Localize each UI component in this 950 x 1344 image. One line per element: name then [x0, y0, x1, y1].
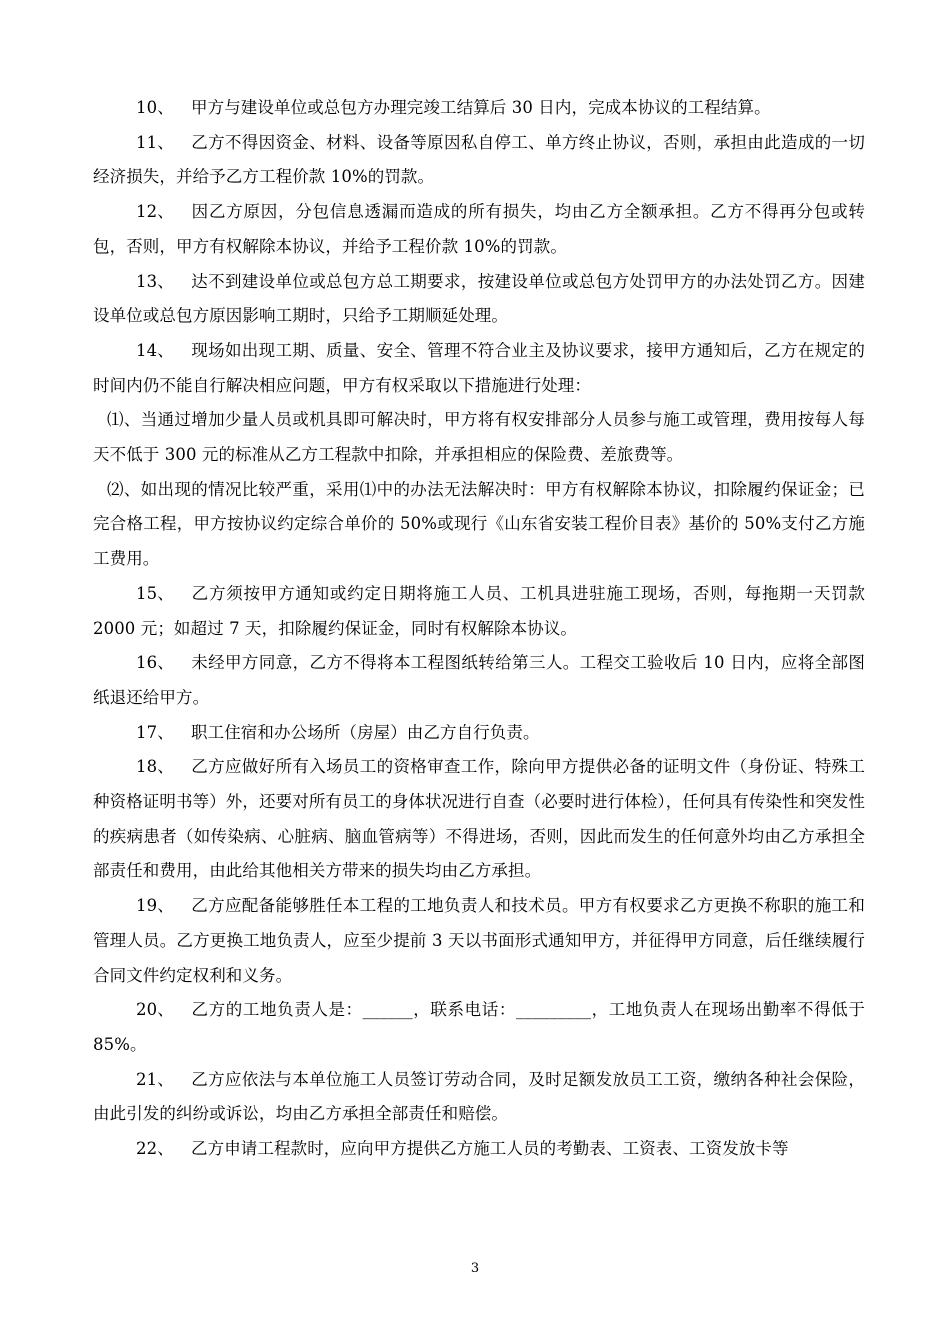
clause-number: 22、 — [136, 1139, 174, 1159]
clause-number: 16、 — [136, 653, 174, 673]
clause-20 — [93, 993, 865, 1062]
clause-11 — [93, 126, 865, 195]
sub-clause-number: ⑵、 — [107, 479, 141, 499]
clause-21 — [93, 1063, 865, 1132]
clause-number: 11、 — [136, 132, 174, 152]
clause-text: 乙方应配备能够胜任本工程的工地负责人和技术员。甲方有权要求乙方更换不称职的施工和管理人员。乙方更换工地负责人，应至少提前 3 天以书面形式通知甲方，并征得甲方同意，后任继续履行合同文件约定权利和义务。 — [93, 896, 865, 985]
clause-number: 15、 — [136, 583, 174, 603]
clause-19 — [93, 889, 865, 993]
sub-clause-text: 如出现的情况比较严重，采用⑴中的办法无法解决时：甲方有权解除本协议，扣除履约保证金；已完合格工程，甲方按协议约定综合单价的 50%或现行《山东省安装工程价目表》基价的 50%支付乙方施工费用。 — [93, 479, 865, 569]
clause-text: 因乙方原因，分包信息透漏而造成的所有损失，均由乙方全额承担。乙方不得再分包或转包，否则，甲方有权解除本协议，并给予工程价款 10%的罚款。 — [93, 202, 865, 256]
clause-22 — [93, 1132, 865, 1167]
clause-number: 13、 — [136, 271, 174, 291]
clause-17 — [93, 716, 865, 751]
clause-number: 19、 — [136, 896, 174, 916]
clause-text: 甲方与建设单位或总包方办理完竣工结算后 30 日内，完成本协议的工程结算。 — [191, 98, 771, 117]
clause-text: 未经甲方同意，乙方不得将本工程图纸转给第三人。工程交工验收后 10 日内，应将全部图纸退还给甲方。 — [93, 653, 865, 707]
clause-text: 乙方申请工程款时，应向甲方提供乙方施工人员的考勤表、工资表、工资发放卡等 — [191, 1139, 789, 1159]
clause-16 — [93, 646, 865, 715]
clause-text: 乙方应做好所有入场员工的资格审查工作，除向甲方提供必备的证明文件（身份证、特殊工种资格证明书等）外，还要对所有员工的身体状况进行自查（必要时进行体检），任何具有传染性和突发性的疾病患者（如传染病、心脏病、脑血管病等）不得进场，否则，因此而发生的任何意外均由乙方承担全部责任和费用，由此给其他相关方带来的损失均由乙方承担。 — [93, 757, 865, 881]
sub-clause-number: ⑴、 — [107, 410, 141, 430]
clause-text: 乙方不得因资金、材料、设备等原因私自停工、单方终止协议，否则，承担由此造成的一切经济损失，并给予乙方工程价款 10%的罚款。 — [93, 132, 865, 187]
clause-14-sub-1 — [93, 403, 865, 472]
clause-text: 乙方须按甲方通知或约定日期将施工人员、工机具进驻施工现场，否则，每拖期一天罚款 2000 元；如超过 7 天，扣除履约保证金，同时有权解除本协议。 — [93, 583, 865, 638]
clause-number: 12、 — [136, 202, 174, 222]
clause-13 — [93, 265, 865, 334]
clause-15 — [93, 577, 865, 646]
clause-number: 10、 — [136, 98, 174, 117]
clause-text: 现场如出现工期、质量、安全、管理不符合业主及协议要求，接甲方通知后，乙方在规定的时间内仍不能自行解决相应问题，甲方有权采取以下措施进行处理： — [93, 340, 865, 395]
clause-number: 21、 — [136, 1069, 174, 1089]
contract-body — [93, 91, 865, 1167]
clause-number: 14、 — [136, 340, 174, 360]
clause-18 — [93, 750, 865, 889]
clause-text: 达不到建设单位或总包方总工期要求，按建设单位或总包方处罚甲方的办法处罚乙方。因建设单位或总包方原因影响工期时，只给予工期顺延处理。 — [93, 271, 865, 326]
page-number: 3 — [470, 1261, 480, 1276]
clause-12 — [93, 195, 865, 264]
clause-text: 职工住宿和办公场所（房屋）由乙方自行负责。 — [191, 722, 540, 742]
clause-10 — [93, 91, 865, 126]
clause-number: 20、 — [136, 1000, 174, 1020]
clause-text: 乙方的工地负责人是：______，联系电话：_________，工地负责人在现场出勤率不得低于 85%。 — [93, 1000, 865, 1054]
sub-clause-text: 当通过增加少量人员或机具即可解决时，甲方将有权安排部分人员参与施工或管理，费用按每人每天不低于 300 元的标准从乙方工程款中扣除，并承担相应的保险费、差旅费等。 — [93, 410, 865, 465]
clause-number: 17、 — [136, 722, 174, 742]
clause-number: 18、 — [136, 757, 174, 777]
clause-14-sub-2 — [93, 473, 865, 577]
clause-14 — [93, 334, 865, 403]
clause-text: 乙方应依法与本单位施工人员签订劳动合同，及时足额发放员工工资，缴纳各种社会保险，由此引发的纠纷或诉讼，均由乙方承担全部责任和赔偿。 — [93, 1069, 865, 1124]
